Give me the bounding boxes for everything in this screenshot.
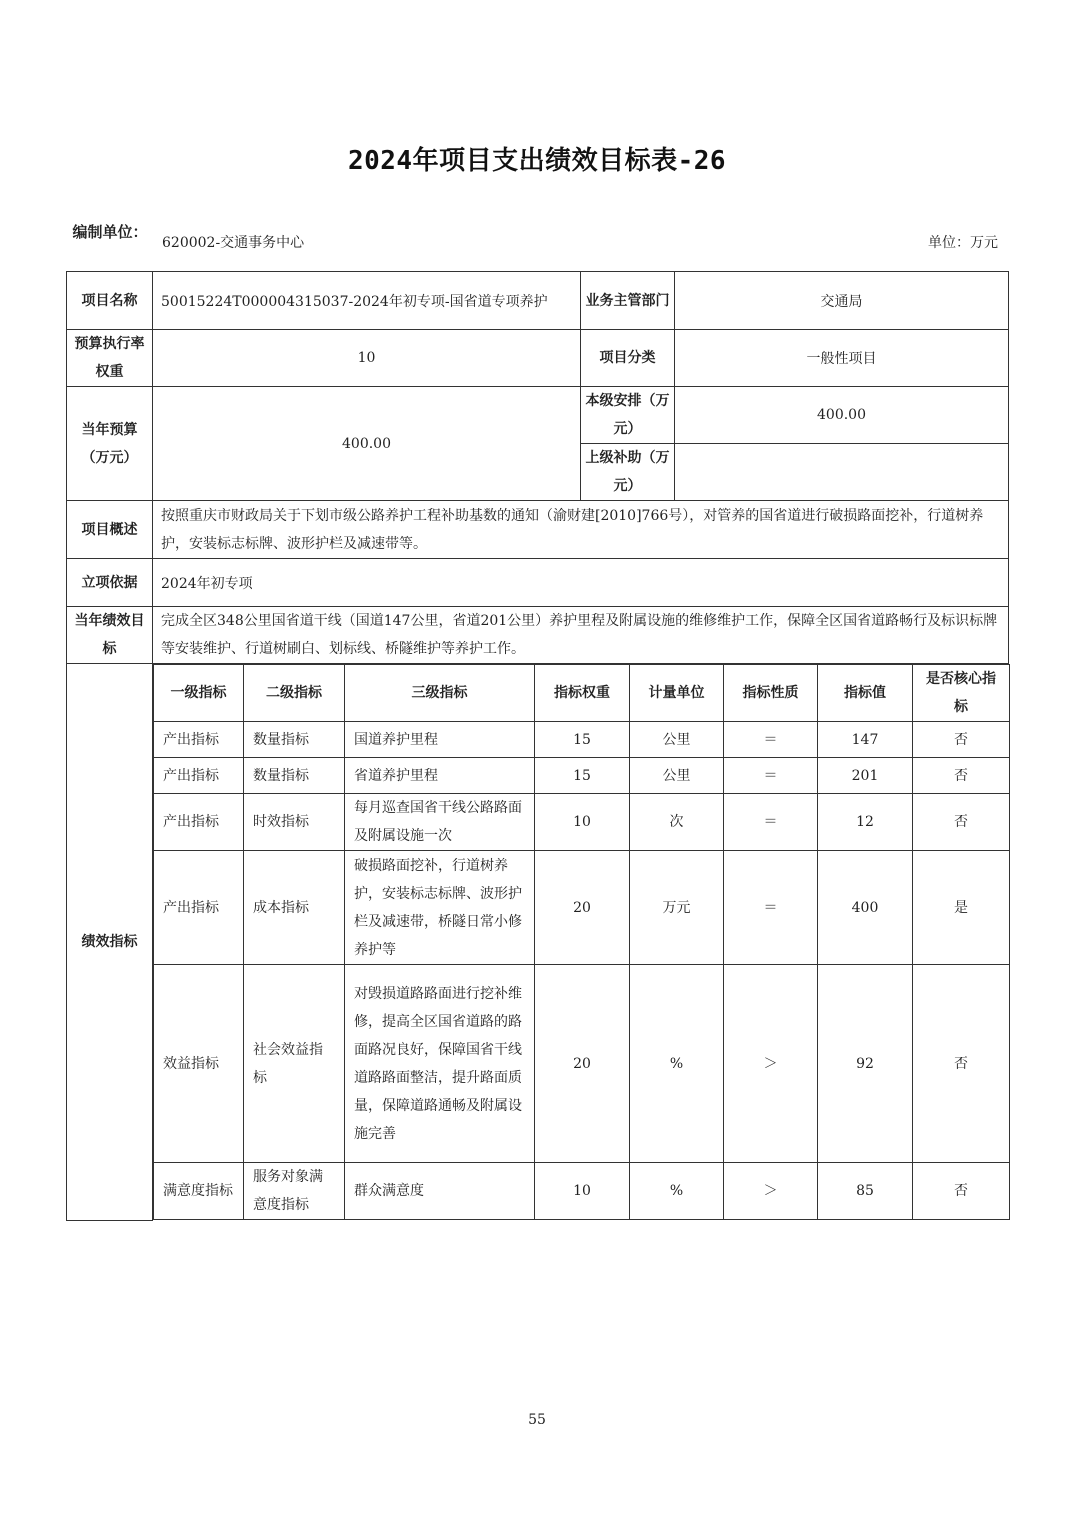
cell-nature: ＞ bbox=[724, 965, 818, 1163]
cell-nature: ＝ bbox=[724, 758, 818, 794]
cell-l2: 时效指标 bbox=[244, 794, 345, 851]
page-number: 55 bbox=[528, 1412, 546, 1428]
cell-value: 12 bbox=[818, 794, 913, 851]
cell-core: 否 bbox=[913, 722, 1010, 758]
cell-value: 400 bbox=[818, 851, 913, 965]
cell-core: 是 bbox=[913, 851, 1010, 965]
cell-l1: 满意度指标 bbox=[154, 1163, 244, 1220]
cell-l2: 成本指标 bbox=[244, 851, 345, 965]
cell-core: 否 bbox=[913, 965, 1010, 1163]
cell-core: 否 bbox=[913, 1163, 1010, 1220]
performance-target-table bbox=[66, 271, 1009, 1221]
cell-nature: ＝ bbox=[724, 794, 818, 851]
exec-weight-label: 预算执行率权重 bbox=[67, 330, 153, 387]
cell-unit: 万元 bbox=[630, 851, 724, 965]
cell-l1: 产出指标 bbox=[154, 851, 244, 965]
cell-weight: 10 bbox=[535, 1163, 630, 1220]
cell-l3: 国道养护里程 bbox=[345, 722, 535, 758]
upper-label: 上级补助（万元） bbox=[581, 444, 675, 501]
overview-value: 按照重庆市财政局关于下划市级公路养护工程补助基数的通知（渝财建[2010]766号），对管养的国省道进行破损路面挖补，行道树养护，安装标志标牌、波形护栏及减速带等。 bbox=[153, 501, 1009, 559]
budget-label: 当年预算（万元） bbox=[67, 387, 153, 501]
category-label: 项目分类 bbox=[581, 330, 675, 387]
cell-l1: 产出指标 bbox=[154, 722, 244, 758]
cell-l1: 产出指标 bbox=[154, 794, 244, 851]
goal-value: 完成全区348公里国省道干线（国道147公里，省道201公里）养护里程及附属设施的维修维护工作，保障全区国省道路畅行及标识标牌等安装维护、行道树刷白、划标线、桥隧维护等养护工作。 bbox=[153, 607, 1009, 664]
cell-l3: 群众满意度 bbox=[345, 1163, 535, 1220]
goal-label: 当年绩效目标 bbox=[67, 607, 153, 664]
cell-l3: 省道养护里程 bbox=[345, 758, 535, 794]
local-label: 本级安排（万元） bbox=[581, 387, 675, 444]
table-row bbox=[154, 794, 1010, 851]
header-value: 指标值 bbox=[818, 665, 913, 722]
cell-value: 147 bbox=[818, 722, 913, 758]
budget-value: 400.00 bbox=[153, 387, 581, 501]
cell-weight: 15 bbox=[535, 758, 630, 794]
overview-label: 项目概述 bbox=[67, 501, 153, 559]
header-l1: 一级指标 bbox=[154, 665, 244, 722]
upper-value bbox=[675, 444, 1009, 501]
header-core: 是否核心指标 bbox=[913, 665, 1010, 722]
header-weight: 指标权重 bbox=[535, 665, 630, 722]
cell-l2: 数量指标 bbox=[244, 722, 345, 758]
local-value: 400.00 bbox=[675, 387, 1009, 444]
cell-weight: 20 bbox=[535, 965, 630, 1163]
compiling-unit-label: 编制单位： bbox=[72, 223, 148, 241]
page-title: 2024年项目支出绩效目标表-26 bbox=[347, 146, 727, 176]
header-l3: 三级指标 bbox=[345, 665, 535, 722]
currency-unit: 单位：万元 bbox=[928, 235, 998, 251]
cell-unit: % bbox=[630, 965, 724, 1163]
table-row bbox=[154, 1163, 1010, 1220]
cell-unit: 次 bbox=[630, 794, 724, 851]
cell-l1: 效益指标 bbox=[154, 965, 244, 1163]
project-name-label: 项目名称 bbox=[67, 272, 153, 330]
basis-value: 2024年初专项 bbox=[153, 559, 1009, 607]
cell-unit: 公里 bbox=[630, 722, 724, 758]
indicators-table bbox=[153, 664, 1010, 1220]
dept-label: 业务主管部门 bbox=[581, 272, 675, 330]
row-budget bbox=[67, 387, 1009, 444]
cell-core: 否 bbox=[913, 758, 1010, 794]
exec-weight-value: 10 bbox=[153, 330, 581, 387]
cell-nature: ＝ bbox=[724, 722, 818, 758]
row-basis bbox=[67, 559, 1009, 607]
cell-unit: % bbox=[630, 1163, 724, 1220]
row-indicators bbox=[67, 664, 1009, 1221]
cell-nature: ＞ bbox=[724, 1163, 818, 1220]
cell-l3: 对毁损道路路面进行挖补维修，提高全区国省道路的路面路况良好，保障国省干线道路路面整洁，提升路面质量，保障道路通畅及附属设施完善 bbox=[345, 965, 535, 1163]
cell-l2: 社会效益指标 bbox=[244, 965, 345, 1163]
row-exec-weight bbox=[67, 330, 1009, 387]
project-name-value: 50015224T000004315037-2024年初专项-国省道专项养护 bbox=[153, 272, 581, 330]
cell-nature: ＝ bbox=[724, 851, 818, 965]
category-value: 一般性项目 bbox=[675, 330, 1009, 387]
table-row bbox=[154, 758, 1010, 794]
cell-l1: 产出指标 bbox=[154, 758, 244, 794]
cell-l3: 每月巡查国省干线公路路面及附属设施一次 bbox=[345, 794, 535, 851]
basis-label: 立项依据 bbox=[67, 559, 153, 607]
cell-weight: 15 bbox=[535, 722, 630, 758]
dept-value: 交通局 bbox=[675, 272, 1009, 330]
cell-unit: 公里 bbox=[630, 758, 724, 794]
cell-value: 92 bbox=[818, 965, 913, 1163]
cell-value: 201 bbox=[818, 758, 913, 794]
cell-l2: 数量指标 bbox=[244, 758, 345, 794]
row-overview bbox=[67, 501, 1009, 559]
indicators-label: 绩效指标 bbox=[67, 664, 153, 1221]
header-l2: 二级指标 bbox=[244, 665, 345, 722]
cell-l3: 破损路面挖补，行道树养护，安装标志标牌、波形护栏及减速带，桥隧日常小修养护等 bbox=[345, 851, 535, 965]
cell-weight: 10 bbox=[535, 794, 630, 851]
cell-value: 85 bbox=[818, 1163, 913, 1220]
table-row bbox=[154, 722, 1010, 758]
header-nature: 指标性质 bbox=[724, 665, 818, 722]
indicators-header-row bbox=[154, 665, 1010, 722]
cell-weight: 20 bbox=[535, 851, 630, 965]
cell-core: 否 bbox=[913, 794, 1010, 851]
compiling-unit-value: 620002-交通事务中心 bbox=[162, 235, 305, 251]
header-unit: 计量单位 bbox=[630, 665, 724, 722]
cell-l2: 服务对象满意度指标 bbox=[244, 1163, 345, 1220]
row-goal bbox=[67, 607, 1009, 664]
table-row bbox=[154, 965, 1010, 1163]
row-project-name bbox=[67, 272, 1009, 330]
table-row bbox=[154, 851, 1010, 965]
